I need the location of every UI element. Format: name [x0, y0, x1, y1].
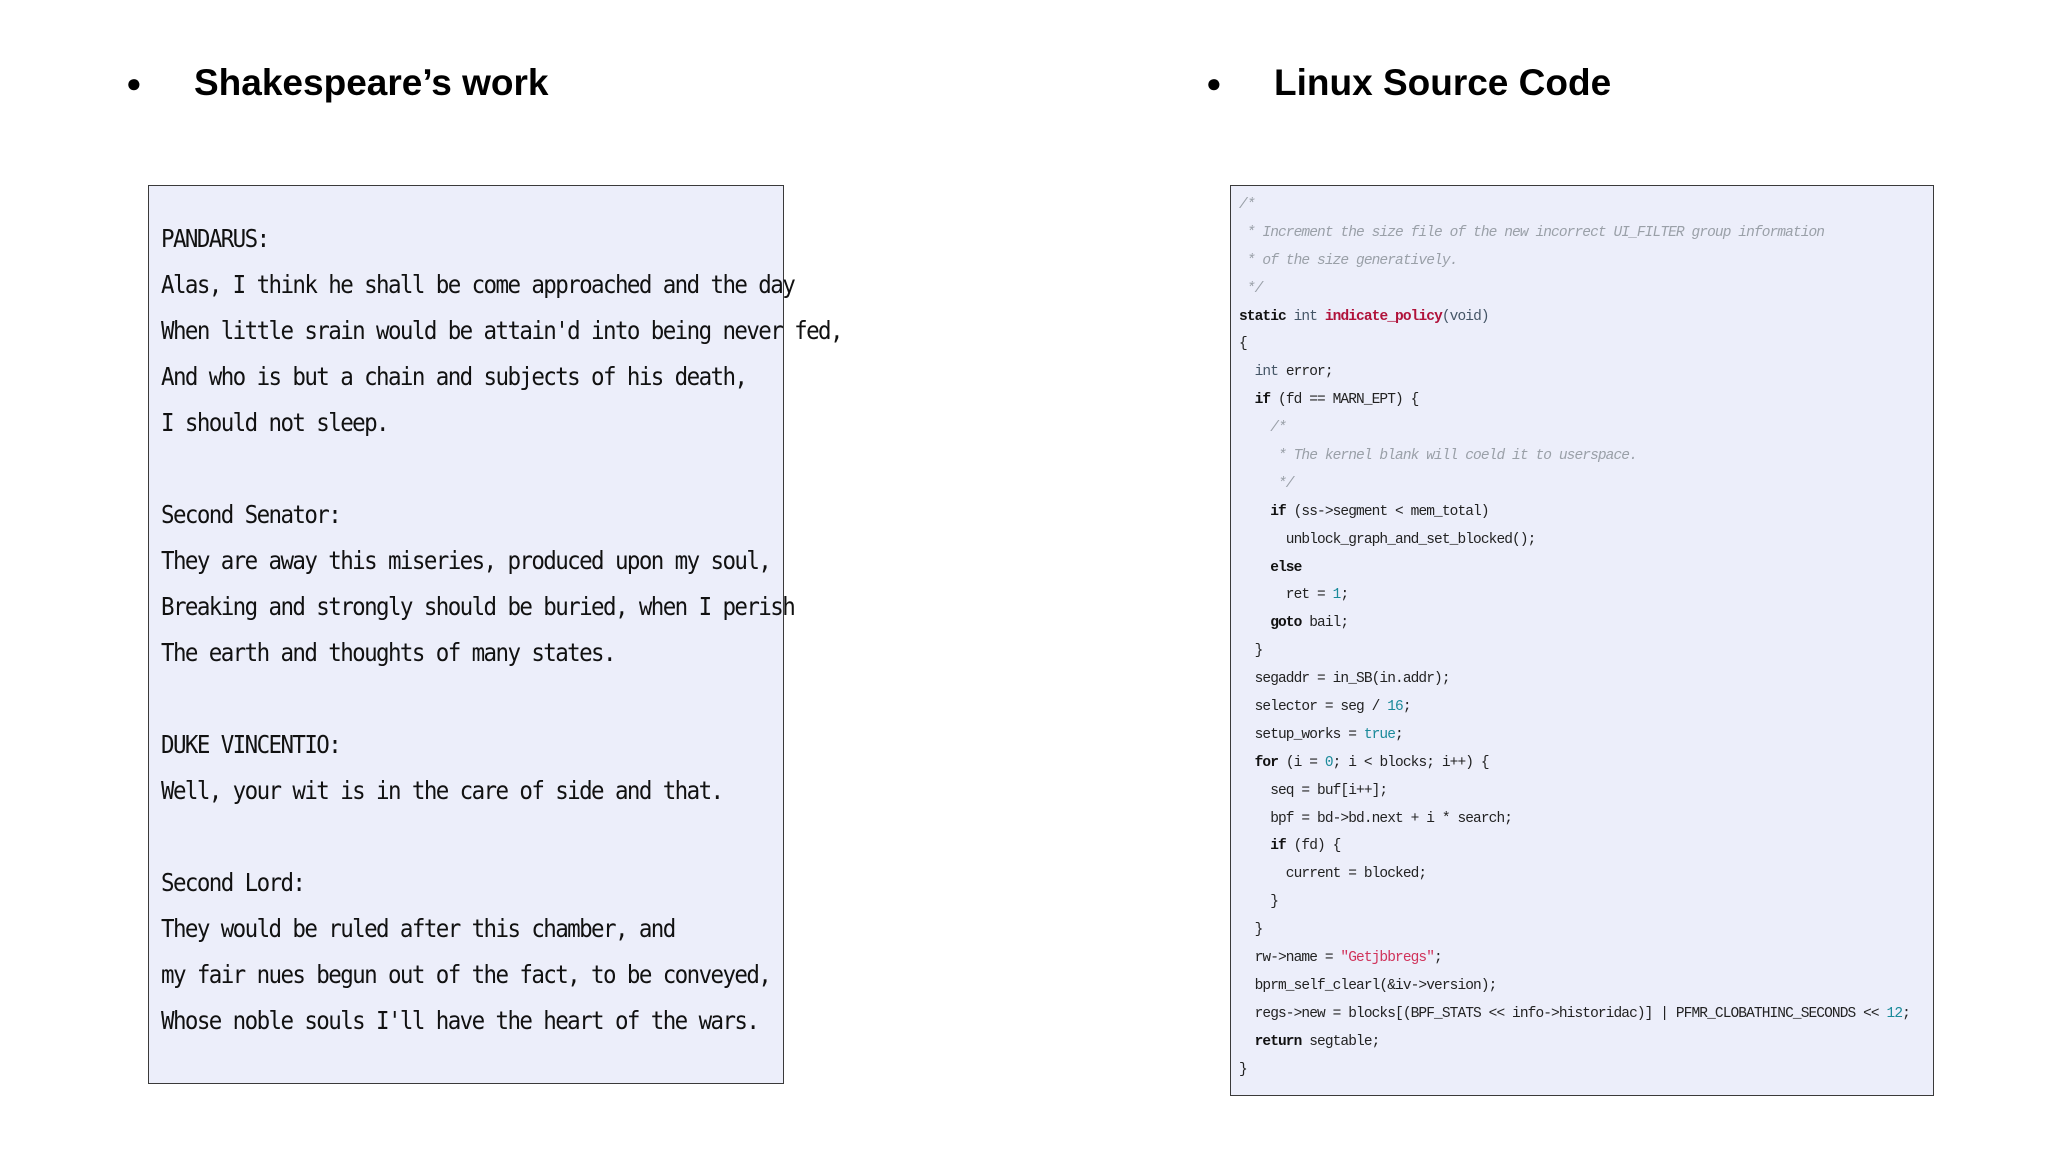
poem-line: The earth and thoughts of many states.: [161, 638, 615, 668]
code-token: selector = seg /: [1239, 699, 1388, 716]
code-token: if: [1239, 392, 1279, 409]
code-line: [1239, 750, 1933, 778]
code-line: [1239, 471, 1933, 499]
code-token: (fd == MARN_EPT) {: [1278, 392, 1419, 409]
code-token: 12: [1886, 1005, 1903, 1022]
code-token: /*: [1239, 420, 1286, 437]
code-token: else: [1239, 559, 1302, 576]
code-token: rw->name =: [1239, 950, 1341, 967]
code-token: 0: [1324, 754, 1333, 771]
code-line: [1239, 778, 1933, 806]
code-token: * The kernel blank will coeld it to userspace.: [1239, 448, 1637, 465]
code-line: [1239, 861, 1933, 889]
code-line: [1239, 1057, 1933, 1085]
code-line: [1239, 582, 1933, 610]
code-line: [1239, 331, 1933, 359]
code-token: for: [1239, 754, 1286, 771]
poem-line: my fair nues begun out of the fact, to be conveyed,: [161, 960, 771, 990]
heading-shakespeare-label: Shakespeare’s work: [194, 62, 549, 103]
code-token: (ss->segment < mem_total): [1293, 503, 1489, 520]
code-token: }: [1239, 1061, 1247, 1078]
code-line: [1239, 666, 1933, 694]
code-token: if: [1239, 838, 1294, 855]
poem-line: DUKE VINCENTIO:: [161, 730, 341, 760]
code-token: goto: [1239, 615, 1310, 632]
code-token: static: [1239, 308, 1294, 325]
code-token: bail;: [1309, 615, 1349, 632]
code-token: true: [1363, 726, 1396, 743]
poem-line: When little srain would be attain'd into being never fed,: [161, 316, 842, 346]
code-token: }: [1239, 922, 1263, 939]
code-token: segaddr = in_SB(in.addr);: [1239, 671, 1450, 688]
code-token: current = blocked;: [1239, 866, 1427, 883]
code-line: [1239, 694, 1933, 722]
code-token: (i =: [1285, 754, 1325, 771]
code-token: ; i < blocks; i++) {: [1332, 754, 1489, 771]
poem-line: Whose noble souls I'll have the heart of the wars.: [161, 1006, 759, 1036]
code-line: [1239, 1029, 1933, 1057]
poem-line: [161, 673, 783, 725]
code-line: [1239, 415, 1933, 443]
code-token: bpf = bd->bd.next + i * search;: [1239, 810, 1513, 827]
poem-line: [161, 443, 783, 495]
bullet-icon: ●: [1206, 67, 1222, 98]
code-token: }: [1239, 643, 1263, 660]
code-token: ;: [1902, 1005, 1910, 1022]
code-token: }: [1239, 894, 1279, 911]
code-line: [1239, 276, 1933, 304]
poem-line: They would be ruled after this chamber, and: [161, 914, 675, 944]
code-line: [1239, 220, 1933, 248]
code-line: [1239, 387, 1933, 415]
code-token: * Increment the size file of the new incorrect UI_FILTER group information: [1239, 224, 1825, 241]
code-token: return: [1239, 1033, 1310, 1050]
code-token: int: [1239, 364, 1286, 381]
code-token: ;: [1395, 726, 1403, 743]
poem-line: They are away this miseries, produced upon my soul,: [161, 546, 771, 576]
code-token: 16: [1387, 699, 1403, 716]
heading-linux-label: Linux Source Code: [1274, 62, 1612, 103]
code-token: ;: [1402, 699, 1411, 716]
code-token: setup_works =: [1239, 726, 1364, 743]
code-token: ret =: [1239, 587, 1333, 604]
poem-line: Well, your wit is in the care of side and that.: [161, 776, 723, 806]
code-token: ;: [1340, 587, 1349, 604]
code-token: {: [1239, 336, 1247, 353]
code-line: [1239, 722, 1933, 750]
heading-linux: [1206, 58, 1611, 108]
code-line: [1239, 359, 1933, 387]
poem-line: Second Senator:: [161, 500, 341, 530]
code-token: ;: [1434, 950, 1442, 967]
code-token: (fd) {: [1293, 838, 1341, 855]
code-line: [1239, 192, 1933, 220]
code-token: 1: [1332, 587, 1341, 604]
code-token: seq = buf[i++];: [1239, 782, 1388, 799]
code-token: if: [1239, 503, 1294, 520]
code-line: [1239, 917, 1933, 945]
heading-shakespeare: [126, 58, 548, 108]
code-token: * of the size generatively.: [1239, 252, 1458, 269]
linux-code-panel: [1230, 185, 1934, 1096]
code-token: /*: [1239, 197, 1255, 213]
code-token: int: [1293, 308, 1325, 325]
poem-line: [161, 811, 783, 863]
poem-line: Alas, I think he shall be come approached and the day: [161, 270, 795, 300]
code-token: regs->new = blocks[(BPF_STATS << info->historidac)] | PFMR_CLOBATHINC_SECONDS <<: [1239, 1005, 1887, 1022]
code-line: [1239, 945, 1933, 973]
code-token: unblock_graph_and_set_blocked();: [1239, 531, 1536, 548]
code-line: [1239, 889, 1933, 917]
code-line: [1239, 555, 1933, 583]
poem-line: And who is but a chain and subjects of his death,: [161, 362, 747, 392]
code-line: [1239, 638, 1933, 666]
bullet-icon: ●: [126, 67, 142, 98]
code-token: */: [1239, 280, 1263, 297]
poem-line: PANDARUS:: [161, 224, 269, 254]
poem-line: Second Lord:: [161, 868, 305, 898]
code-line: [1239, 610, 1933, 638]
code-line: [1239, 973, 1933, 1001]
code-token: */: [1239, 475, 1294, 492]
code-line: [1239, 806, 1933, 834]
code-line: [1239, 527, 1933, 555]
code-token: (void): [1441, 308, 1489, 325]
code-line: [1239, 499, 1933, 527]
poem-line: Breaking and strongly should be buried, when I perish: [161, 592, 795, 622]
code-token: bprm_self_clearl(&iv->version);: [1239, 977, 1497, 994]
code-line: [1239, 1001, 1933, 1029]
code-token: "Getjbbregs": [1340, 950, 1435, 967]
shakespeare-text-panel: [148, 185, 842, 1084]
code-token: error;: [1285, 364, 1333, 381]
code-token: indicate_policy: [1324, 308, 1442, 325]
code-line: [1239, 248, 1933, 276]
poem-line: I should not sleep.: [161, 408, 388, 438]
code-line: [1239, 304, 1933, 332]
code-line: [1239, 443, 1933, 471]
code-line: [1239, 833, 1933, 861]
code-token: segtable;: [1309, 1033, 1380, 1050]
